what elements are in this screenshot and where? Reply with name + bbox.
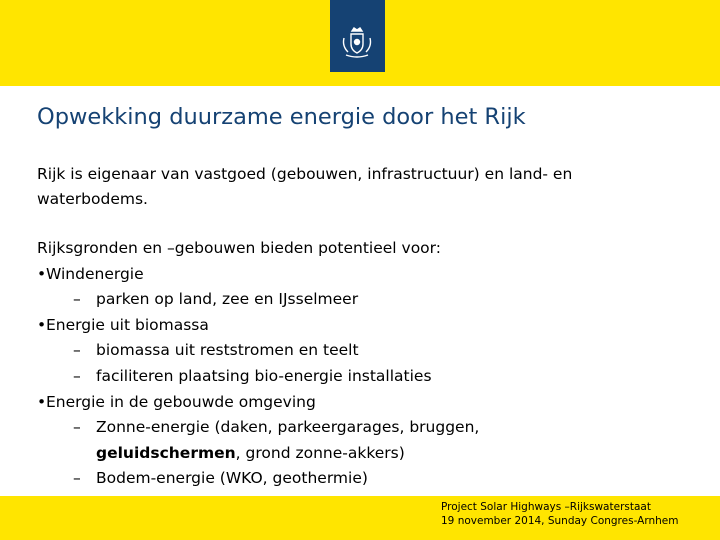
- list-item: [37, 313, 697, 339]
- intro-text: [37, 162, 697, 212]
- continuation-text: , grond zonne-akkers): [235, 443, 405, 462]
- footer: [441, 500, 678, 528]
- list-item-label: Windenergie: [46, 264, 144, 283]
- list-item: [37, 262, 697, 288]
- dash-glyph: –: [73, 290, 81, 309]
- bullet-list: [37, 236, 697, 492]
- dash-glyph: –: [73, 341, 81, 360]
- dash-glyph: –: [73, 366, 81, 385]
- sub-list-item-continuation: [37, 441, 697, 467]
- sub-list-item: [37, 338, 697, 364]
- sub-list-item-label: faciliteren plaatsing bio-energie installaties: [96, 366, 432, 385]
- list-item-label: Energie in de gebouwde omgeving: [46, 392, 316, 411]
- dash-glyph: –: [73, 469, 81, 488]
- slide-title: Opwekking duurzame energie door het Rijk: [37, 104, 526, 130]
- sub-list-item-label: parken op land, zee en IJsselmeer: [96, 290, 359, 309]
- sub-list-item: [37, 415, 697, 441]
- sub-list-item: [37, 364, 697, 390]
- bullet-glyph: •: [37, 315, 47, 334]
- lead-line: Rijksgronden en –gebouwen bieden potentieel voor:: [37, 239, 441, 257]
- coat-of-arms-icon: [340, 26, 374, 60]
- list-item: [37, 390, 697, 416]
- dash-glyph: –: [73, 418, 81, 437]
- footer-line-2: 19 november 2014, Sunday Congres-Arnhem: [441, 515, 679, 527]
- bullet-glyph: •: [37, 392, 47, 411]
- bold-term: geluidschermen: [96, 443, 236, 462]
- intro-line-2: waterbodems.: [37, 190, 148, 208]
- bullet-glyph: •: [37, 264, 47, 283]
- intro-line-1: Rijk is eigenaar van vastgoed (gebouwen, infrastructuur) en land- en: [37, 165, 573, 183]
- sub-list-item: [37, 466, 697, 492]
- footer-line-1: Project Solar Highways –Rijkswaterstaat: [441, 501, 651, 513]
- sub-list-item-label: Zonne-energie (daken, parkeergarages, bruggen,: [96, 418, 480, 437]
- sub-list-item: [37, 287, 697, 313]
- list-item-label: Energie uit biomassa: [46, 315, 209, 334]
- sub-list-item-label: biomassa uit reststromen en teelt: [96, 341, 359, 360]
- sub-list-item-label: Bodem-energie (WKO, geothermie): [96, 469, 368, 488]
